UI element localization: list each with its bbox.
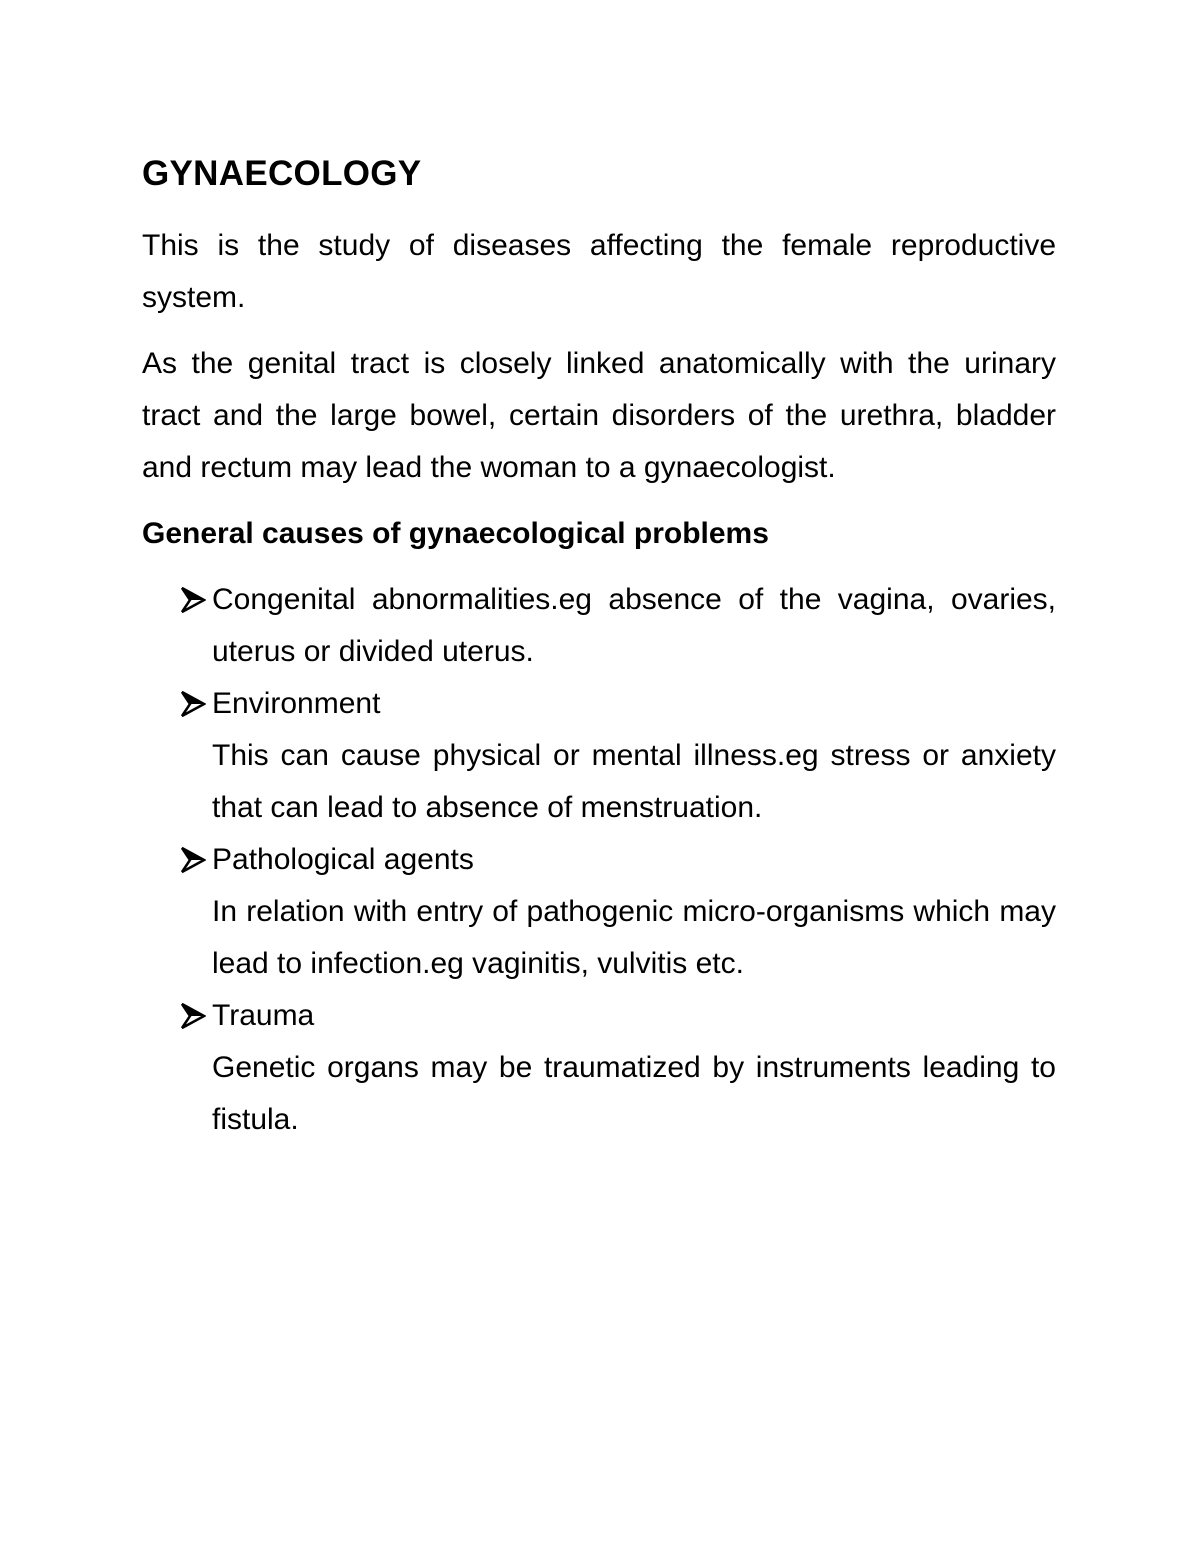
arrow-bullet-icon: [180, 586, 206, 614]
cause-label: Trauma: [212, 999, 315, 1032]
cause-item-environment: [142, 678, 1056, 834]
cause-label: Environment: [212, 687, 381, 720]
cause-item-trauma: [142, 990, 1056, 1146]
cause-label: Congenital abnormalities.eg absence of the vagina, ovaries, uterus or divided uterus.: [212, 583, 1056, 668]
causes-heading: General causes of gynaecological problems: [142, 517, 769, 550]
cause-description: Genetic organs may be traumatized by instruments leading to fistula.: [212, 1051, 1056, 1136]
page-title: GYNAECOLOGY: [142, 154, 422, 193]
causes-list: [142, 574, 1056, 1146]
cause-label: Pathological agents: [212, 843, 474, 876]
cause-item-pathological: [142, 834, 1056, 990]
context-paragraph: As the genital tract is closely linked anatomically with the urinary tract and the large bowel, certain disorders of the urethra, bladder and rectum may lead the woman to a gynaecologist.: [142, 347, 1056, 484]
definition-paragraph: This is the study of diseases affecting the female reproductive system.: [142, 229, 1056, 314]
arrow-bullet-icon: [180, 1002, 206, 1030]
cause-description: This can cause physical or mental illness.eg stress or anxiety that can lead to absence of menstruation.: [212, 739, 1056, 824]
arrow-bullet-icon: [180, 690, 206, 718]
document-page: [142, 148, 1056, 1146]
cause-description: In relation with entry of pathogenic micro-organisms which may lead to infection.eg vaginitis, vulvitis etc.: [212, 895, 1056, 980]
cause-item-congenital: [142, 574, 1056, 678]
arrow-bullet-icon: [180, 846, 206, 874]
